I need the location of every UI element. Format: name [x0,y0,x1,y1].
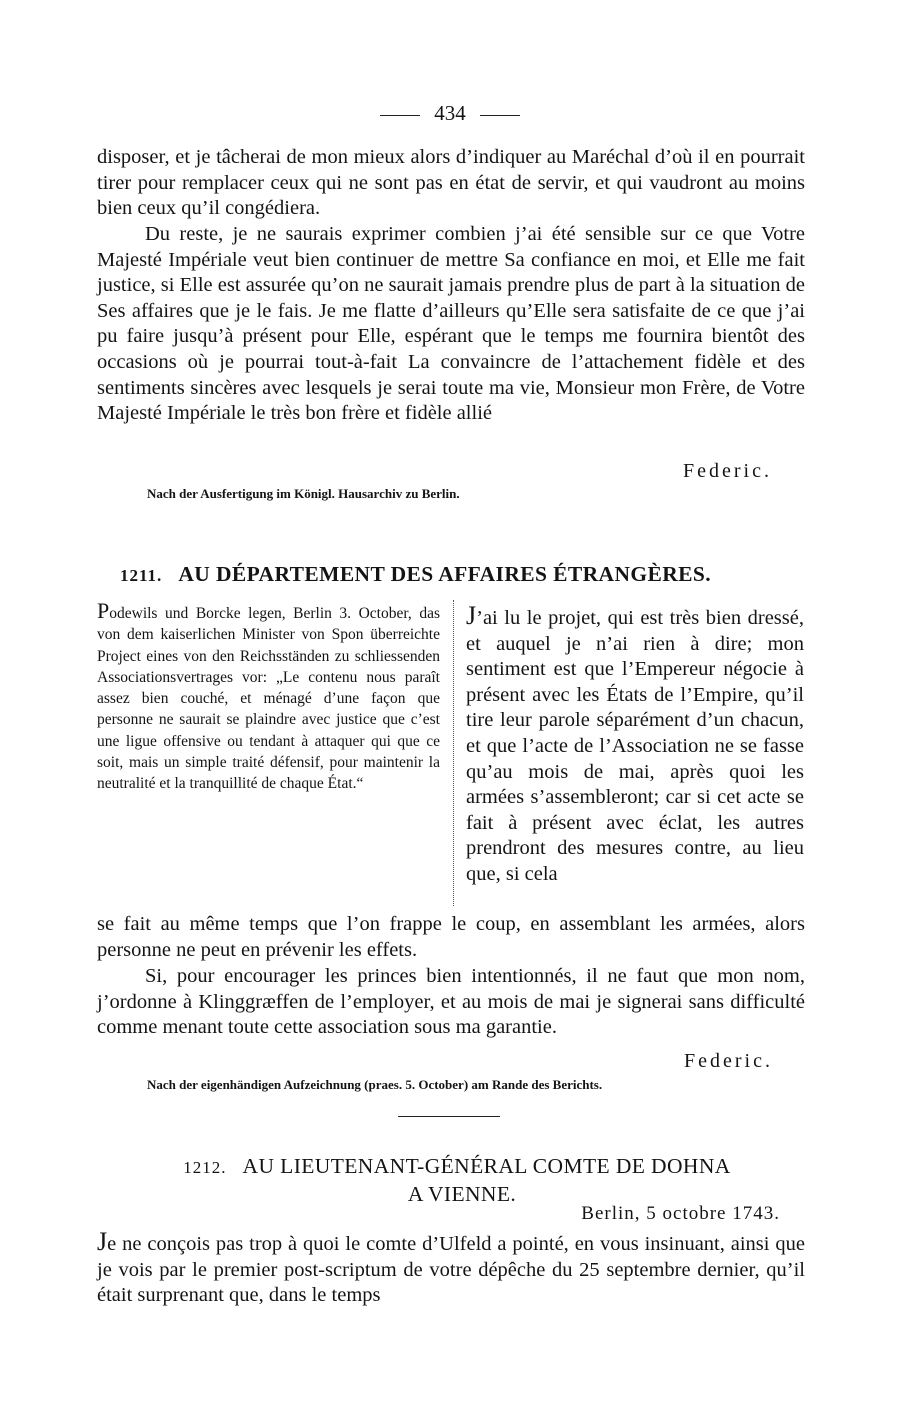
letter-1211-source-note: Nach der eigenhändigen Aufzeichnung (praes. 5. October) am Rande des Berichts. [147,1077,603,1092]
letter-1211-continuation: se fait au même temps que l’on frappe le coup, en assemblant les armées, alors personne ne peut en prévenir les effets. [97,913,805,961]
letter-1212-dateline: Berlin, 5 octobre 1743. [581,1203,780,1224]
page-number [0,98,900,128]
letter-1211-signature: Federic. [684,1050,773,1072]
letter-1212-number: 1212. [183,1158,227,1177]
section-separator [398,1116,500,1117]
letter-1212-initial: J [97,1227,108,1256]
page-number-rule-right [480,115,520,116]
letter-1211-paragraph-2: Si, pour encourager les princes bien intentionnés, il ne faut que mon nom, j’ordonne à Klinggræffen de l’employer, et au mois de mai je signerai sans difficulté comme menant toute cette association sous ma garantie. [97,965,805,1039]
opening-source-note: Nach der Ausfertigung im Königl. Hausarchiv zu Berlin. [147,486,460,501]
letter-1211-title: AU DÉPARTEMENT DES AFFAIRES ÉTRANGÈRES. [178,562,712,586]
page-number-text: 434 [434,101,466,125]
opening-paragraph-1: disposer, et je tâcherai de mon mieux alors d’indiquer au Maréchal d’où il en pourrait tirer pour remplacer ceux qui ne sont pas en état de servir, et qui vaudront au moins bien ceux qu’il congédiera. [97,146,805,220]
column-divider [453,600,454,906]
letter-1212-heading-line-1 [132,1153,782,1181]
report-text: odewils und Borcke legen, Berlin 3. October, das von dem kaiserlichen Minister von Spon überreichte Project eines von den Reichsständen zu schliessenden Associationsvertrages vor: „Le contenu nous paraît assez bien couché, et ménagé d’une façon que personne ne saurait se plaindre avec justice que c’est une ligue offensive ou tendant à attaquer qui que ce soit, mais un simple traité défensif, pour maintenir la neutralité et la tranquillité de chaque État.“ [97,605,440,793]
report-initial: P [97,598,110,623]
letter-1212-body [97,1229,805,1309]
letter-1212-title-line-1: AU LIEUTENANT-GÉNÉRAL COMTE DE DOHNA [242,1154,731,1178]
reply-text: ’ai lu le projet, qui est très bien dressé, et auquel je n’ai rien à dire; mon sentiment est que l’Empereur négocie à présent avec les États de l’Empire, qu’il tire leur parole séparément d’un chacun, et que l’acte de l’Association ne se fasse qu’au mois de mai, après quoi les armées s’assembleront; car si cet acte se fait à présent avec éclat, les autres prendront des mesures contre, au lieu que, si cela [466,607,804,885]
letter-1211-heading [120,561,820,589]
letter-1211-number: 1211. [120,566,163,585]
letter-1212-title-line-2: A VIENNE. [407,1182,517,1206]
page-number-rule-left [380,115,420,116]
opening-paragraph-2: Du reste, je ne saurais exprimer combien j’ai été sensible sur ce que Votre Majesté Impériale veut bien continuer de mettre Sa confiance en moi, et Elle me fait justice, si Elle est assurée qu’on ne saurait jamais prendre plus de part à la situation de Ses affaires que je le fais. Je me flatte d’ailleurs qu’Elle sera satisfaite de ce que j’ai pu faire jusqu’à présent pour Elle, espérant que le temps me fournira bientôt des occasions où je pourrai tout-à-fait La convaincre de l’attachement fidèle et des sentiments sincères avec lesquels je serai toute ma vie, Monsieur mon Frère, de Votre Majesté Impériale le très bon frère et fidèle allié [97,223,805,425]
letter-1211-report-summary [97,600,440,795]
reply-initial: J [466,601,477,630]
letter-1212-heading [132,1153,782,1207]
letter-1212-text: e ne conçois pas trop à quoi le comte d’Ulfeld a pointé, en vous insinuant, ainsi que je vois par le premier post-scriptum de votre dépêche du 25 septembre dernier, qu’il était surprenant que, dans le temps [97,1233,805,1307]
opening-signature: Federic. [683,460,772,482]
letter-1211-reply [466,603,804,888]
